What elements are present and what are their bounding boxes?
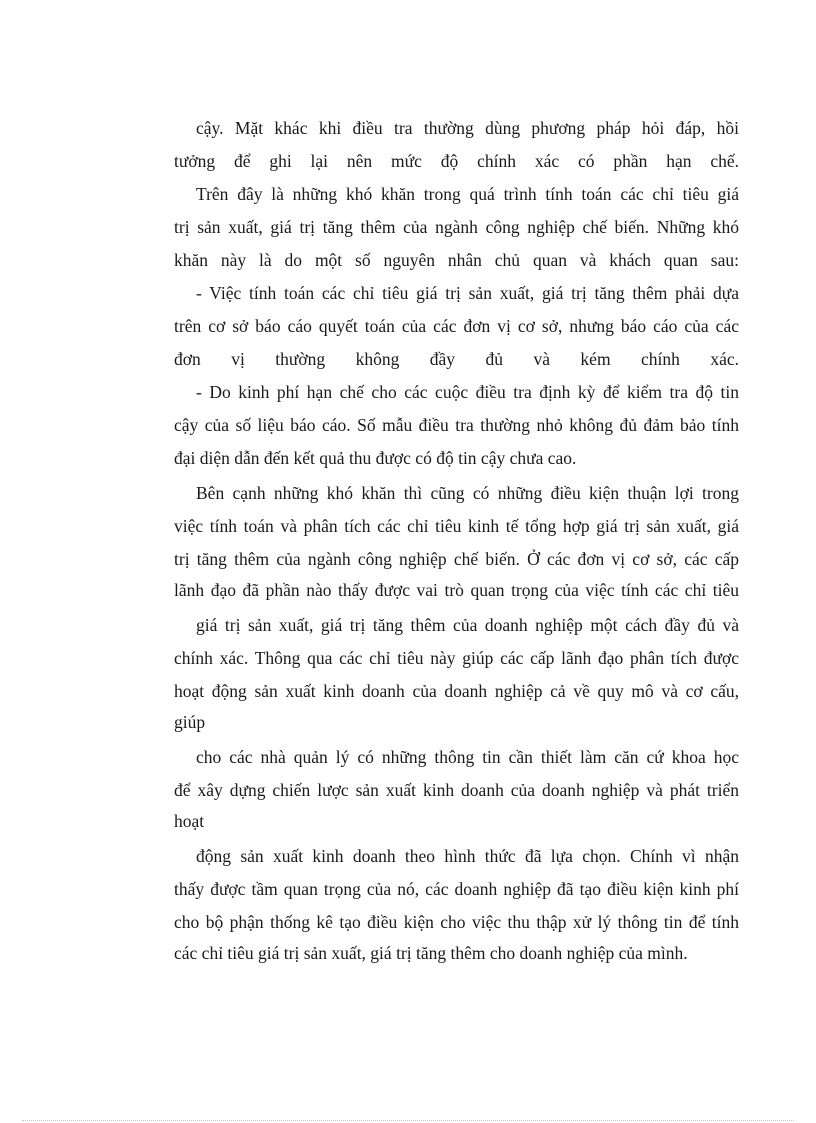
text-line: trên cơ sở báo cáo quyết toán của các đơn vị cơ sở, nhưng báo cáo của các (174, 316, 739, 336)
text-line: đơn vị thường không đầy đủ và kém chính xác. (174, 349, 739, 369)
text-line: Trên đây là những khó khăn trong quá trình tính toán các chỉ tiêu giá (196, 184, 739, 204)
text-line: cậy của số liệu báo cáo. Số mẫu điều tra thường nhỏ không đủ đảm bảo tính (174, 415, 739, 435)
text-line: thấy được tầm quan trọng của nó, các doanh nghiệp đã tạo điều kiện kinh phí (174, 879, 739, 899)
text-line: Bên cạnh những khó khăn thì cũng có những điều kiện thuận lợi trong (196, 483, 739, 503)
text-line: đại diện dẫn đến kết quả thu được có độ tin cậy chưa cao. (174, 448, 577, 468)
text-line: giá trị sản xuất, giá trị tăng thêm của doanh nghiệp một cách đầy đủ và (196, 615, 739, 635)
text-line: cho bộ phận thống kê tạo điều kiện cho việc thu thập xử lý thông tin để tính (174, 912, 739, 932)
text-line: trị sản xuất, giá trị tăng thêm của ngành công nghiệp chế biến. Những khó (174, 217, 739, 237)
text-line: việc tính toán và phân tích các chỉ tiêu kinh tế tổng hợp giá trị sản xuất, giá (174, 516, 739, 536)
text-line: hoạt (174, 811, 205, 831)
text-line: để xây dựng chiến lược sản xuất kinh doanh của doanh nghiệp và phát triển (174, 780, 739, 800)
text-line: lãnh đạo đã phần nào thấy được vai trò quan trọng của việc tính các chỉ tiêu (174, 580, 739, 600)
text-line: khăn này là do một số nguyên nhân chủ quan và khách quan sau: (174, 250, 739, 270)
text-line: động sản xuất kinh doanh theo hình thức đã lựa chọn. Chính vì nhận (196, 846, 739, 866)
text-line: cho các nhà quản lý có những thông tin cần thiết làm căn cứ khoa học (196, 747, 739, 767)
text-line: trị tăng thêm của ngành công nghiệp chế biến. Ở các đơn vị cơ sở, các cấp (174, 549, 739, 569)
text-line: các chỉ tiêu giá trị sản xuất, giá trị tăng thêm cho doanh nghiệp của mình. (174, 943, 688, 963)
text-line: chính xác. Thông qua các chỉ tiêu này giúp các cấp lãnh đạo phân tích được (174, 648, 739, 668)
text-line: giúp (174, 712, 206, 732)
text-line: hoạt động sản xuất kinh doanh của doanh nghiệp cả về quy mô và cơ cấu, (174, 681, 739, 701)
text-line: cậy. Mặt khác khi điều tra thường dùng phương pháp hỏi đáp, hồi (196, 118, 739, 138)
page-bottom-rule (22, 1120, 794, 1121)
text-line: - Việc tính toán các chỉ tiêu giá trị sản xuất, giá trị tăng thêm phải dựa (196, 283, 739, 303)
text-line: - Do kinh phí hạn chế cho các cuộc điều tra định kỳ để kiểm tra độ tin (196, 382, 739, 402)
text-line: tưởng để ghi lại nên mức độ chính xác có phần hạn chế. (174, 151, 739, 171)
